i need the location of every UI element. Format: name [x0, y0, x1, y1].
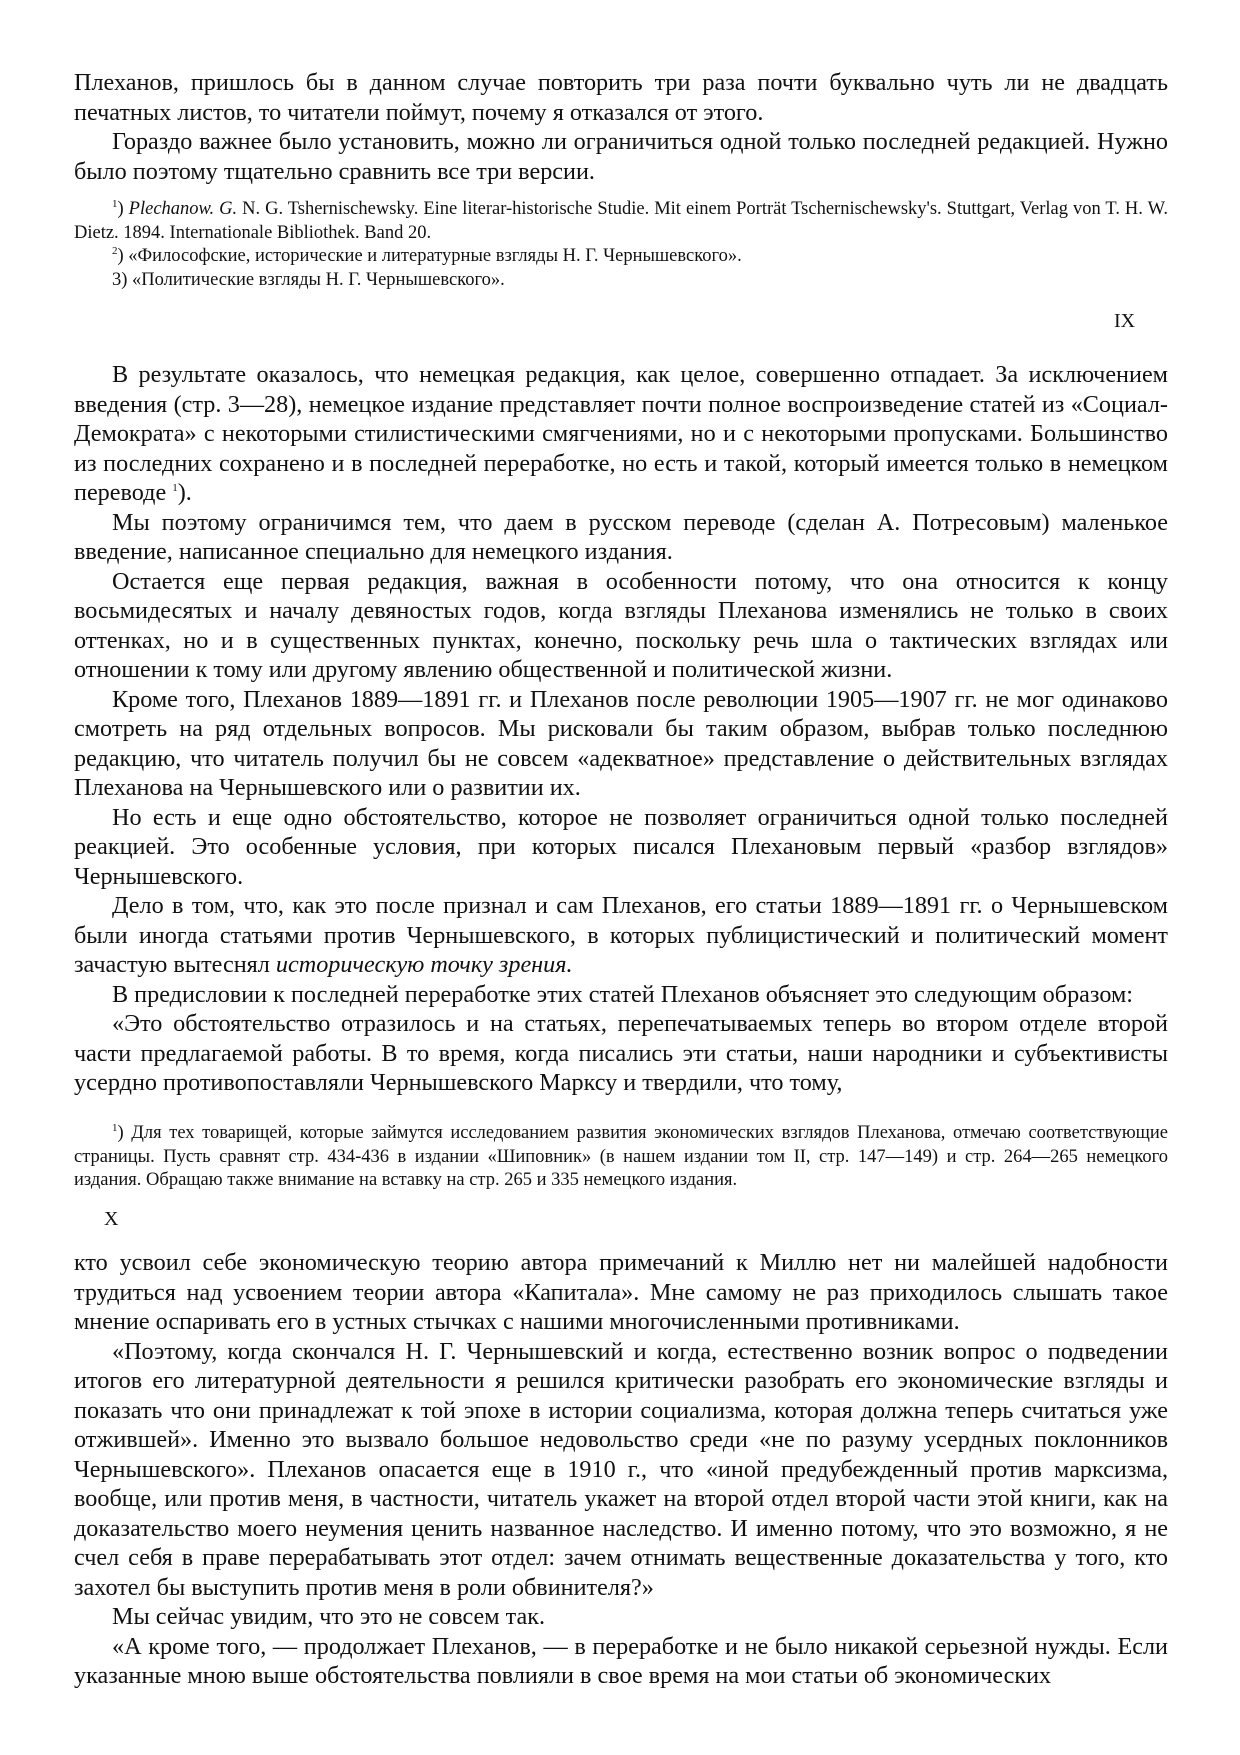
text-block-top — [74, 68, 1168, 186]
footnote-mark: 2 — [112, 244, 118, 257]
paragraph-text: ). — [177, 479, 192, 506]
footnote-2: $^2$) «Философские, исторические и литературные взгляды Н. Г. Чернышевского». — [112, 244, 742, 266]
italic-phrase: историческую точку зрения. — [275, 951, 573, 978]
paragraph-text: В результате оказалось, что немецкая редакция, как целое, совершенно отпадает. За исключением введения (стр. 3—28), немецкое издание представляет почти полное воспроизведение статей из «Социал-Демократа» с некоторыми стилистическими смягчениями, но и с некоторыми пропусками. Большинство из последних сохранено и в последней переработке, но есть и такой, который имеется только в немецком переводе — [74, 361, 1168, 506]
footnote-1: $^1$) Plechanow. G. N. G. Tshernischewsky. Eine literar-historische Studie. Mit einem Porträt Tschernischewsky's. Stuttgart, Verlag von T. H. W. Dietz. 1894. Internationale Bibliothek. Band 20. — [74, 197, 1168, 243]
paragraph: В предисловии к последней переработке этих статей Плеханов объясняет это следующим образом: — [112, 980, 1133, 1008]
footnote-text: ) Для тех товарищей, которые займутся исследованием развития экономических взглядов Плеханова, отмечаю соответствующие страницы. Пусть сравнят стр. 434-436 в издании «Шиповник» (в нашем издании том II, стр. 147—149) и стр. 264—265 немецкого издания. Обращаю также внимание на вставку на стр. 265 и 335 немецкого издания. — [74, 1123, 1168, 1190]
paragraph: Плеханов, пришлось бы в данном случае повторить три раза почти буквально чуть ли не двадцать печатных листов, то читатели поймут, почему я отказался от этого. — [74, 69, 1168, 126]
footnote-text: «Философские, исторические и литературные взгляды Н. Г. Чернышевского». — [123, 246, 742, 266]
footnote-mark: 1 — [112, 1121, 118, 1134]
footnote-mark: 1 — [112, 197, 118, 210]
footnote-ref: 1 — [172, 481, 178, 494]
paragraph: «Поэтому, когда скончался Н. Г. Чернышевский и когда, естественно возник вопрос о подведении итогов его литературной деятельности я решился критически разобрать его экономические взгляды и показать что они принадлежат к той эпохе в истории социализма, которая должна теперь считаться уже отжившей». Именно это вызвало большое недовольство среди «не по разуму усердных поклонников Чернышевского». Плеханов опасается еще в 1910 г., что «иной предубежденный против марксизма, вообще, или против меня, в частности, читатель укажет на второй отдел второй части этой книги, как на доказательство моего неумения ценить названное наследство. И именно потому, что это возможно, я не счел себя в праве перерабатывать этот отдел: зачем отнимать вещественные доказательства у того, кто захотел бы выступить против меня в роли обвинителя?» — [74, 1337, 1168, 1601]
page-number-ix: IX — [1114, 310, 1136, 332]
footnote-3: 3) «Политические взгляды Н. Г. Чернышевского». — [112, 269, 505, 290]
paragraph: кто усвоил себе экономическую теорию автора примечаний к Миллю нет ни малейшей надобности трудиться над усвоением теории автора «Капитала». Мне самому не раз приходилось слышать такое мнение оспаривать его в устных стычках с нашими многочисленными противниками. — [74, 1249, 1168, 1335]
page-number-x: X — [104, 1208, 119, 1230]
paragraph: Мы сейчас увидим, что это не совсем так. — [112, 1603, 545, 1630]
text-block-middle — [74, 360, 1168, 1098]
footnote-text: N. G. Tshernischewsky. Eine literar-historische Studie. Mit einem Porträt Tschernischewsky's. Stuttgart, Verlag von T. H. W. Dietz. 1894. Internationale Bibliothek. Band 20. — [74, 199, 1168, 243]
paragraph: Но есть и еще одно обстоятельство, которое не позволяет ограничиться одной только последней реакцией. Это особенные условия, при которых писался Плехановым первый «разбор взглядов» Чернышевского. — [74, 803, 1168, 890]
paragraph: «Это обстоятельство отразилось и на статьях, перепечатываемых теперь во втором отделе второй части предлагаемой работы. В то время, когда писались эти статьи, наши народники и субъективисты усердно противопоставляли Чернышевского Марксу и твердили, что тому, — [74, 1010, 1168, 1096]
paragraph — [74, 360, 1168, 508]
footnotes-middle — [74, 1122, 1168, 1193]
paragraph-text: Дело в том, что, как это после признал и сам Плеханов, его статьи 1889—1891 гг. о Чернышевском были иногда статьями против Чернышевского, в которых публицистический и политический момент зачастую вытеснял — [74, 892, 1168, 978]
text-block-bottom — [74, 1248, 1168, 1691]
paragraph: Остается еще первая редакция, важная в особенности потому, что она относится к концу восьмидесятых и началу девяностых годов, когда взгляды Плеханова изменялись не только в своих оттенках, но и в существенных пунктах, конечно, поскольку речь шла о тактических взглядах или отношении к тому или другому явлению общественной и политической жизни. — [74, 567, 1168, 683]
paragraph — [74, 891, 1168, 980]
paragraph: Мы поэтому ограничимся тем, что даем в русском переводе (сделан А. Потресовым) маленькое введение, написанное специально для немецкого издания. — [74, 508, 1168, 565]
paragraph: Кроме того, Плеханов 1889—1891 гг. и Плеханов после революции 1905—1907 гг. не мог одинаково смотреть на ряд отдельных вопросов. Мы рисковали бы таким образом, выбрав только последнюю редакцию, что читатель получил бы не совсем «адекватное» представление о действительных взглядах Плеханова на Чернышевского или о развитии их. — [74, 685, 1168, 801]
paragraph: «А кроме того, — продолжает Плеханов, — в переработке и не было никакой серьезной нужды. Если указанные мною выше обстоятельства повлияли в свое время на мои статьи об экономических — [74, 1632, 1168, 1689]
footnote-1 — [74, 1122, 1168, 1193]
footnote-author: Plechanow. G. — [128, 199, 238, 219]
footnotes-top — [74, 198, 1168, 292]
paragraph: Гораздо важнее было установить, можно ли ограничиться одной только последней редакцией. Нужно было поэтому тщательно сравнить все три версии. — [74, 128, 1168, 185]
